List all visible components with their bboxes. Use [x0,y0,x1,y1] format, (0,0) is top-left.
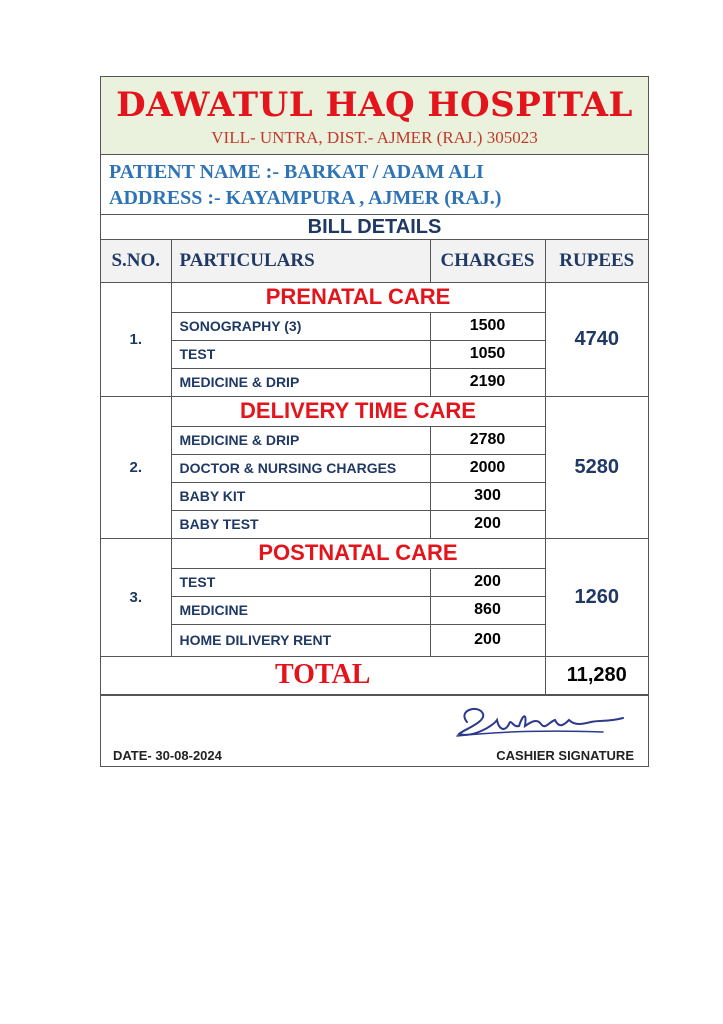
total-row [101,656,648,694]
section-title-row [101,538,648,568]
item-name: DOCTOR & NURSING CHARGES [171,454,430,482]
item-charge: 1500 [430,312,545,340]
section-subtotal: 1260 [545,538,648,656]
item-charge: 860 [430,596,545,624]
item-name: MEDICINE & DRIP [171,426,430,454]
item-name: MEDICINE & DRIP [171,368,430,396]
item-charge: 2190 [430,368,545,396]
patient-info [101,155,648,215]
section-title-row [101,396,648,426]
total-label: TOTAL [101,656,545,694]
item-charge: 200 [430,510,545,538]
column-charges: CHARGES [430,240,545,282]
section-title: POSTNATAL CARE [171,538,545,568]
item-name: HOME DILIVERY RENT [171,624,430,656]
item-charge: 200 [430,568,545,596]
column-particulars: PARTICULARS [171,240,430,282]
item-charge: 2000 [430,454,545,482]
item-charge: 2780 [430,426,545,454]
column-rupees: RUPEES [545,240,648,282]
item-charge: 1050 [430,340,545,368]
cashier-signature-icon [453,700,633,742]
bill-details-title: BILL DETAILS [101,215,648,240]
column-sno: S.NO. [101,240,171,282]
section-title: PRENATAL CARE [171,282,545,312]
patient-address: ADDRESS :- KAYAMPURA , AJMER (RAJ.) [109,187,502,209]
column-header-row [101,240,648,282]
hospital-header [101,77,648,155]
bill-footer [101,695,648,766]
section-subtotal: 5280 [545,396,648,538]
cashier-signature-label: CASHIER SIGNATURE [496,747,634,763]
item-name: SONOGRAPHY (3) [171,312,430,340]
hospital-name: DAWATUL HAQ HOSPITAL [116,85,633,125]
item-charge: 300 [430,482,545,510]
item-name: BABY TEST [171,510,430,538]
item-name: MEDICINE [171,596,430,624]
section-sno: 1. [101,282,171,396]
section-subtotal: 4740 [545,282,648,396]
bill-date: DATE- 30-08-2024 [113,747,222,763]
item-name: BABY KIT [171,482,430,510]
section-title-row [101,282,648,312]
section-title: DELIVERY TIME CARE [171,396,545,426]
hospital-address: VILL- UNTRA, DIST.- AJMER (RAJ.) 305023 [211,128,538,147]
item-charge: 200 [430,624,545,656]
item-name: TEST [171,568,430,596]
section-sno: 3. [101,538,171,656]
bill-document [100,76,649,767]
patient-name: PATIENT NAME :- BARKAT / ADAM ALI [109,161,484,183]
section-sno: 2. [101,396,171,538]
bill-table [101,240,648,695]
total-value: 11,280 [545,656,648,694]
item-name: TEST [171,340,430,368]
